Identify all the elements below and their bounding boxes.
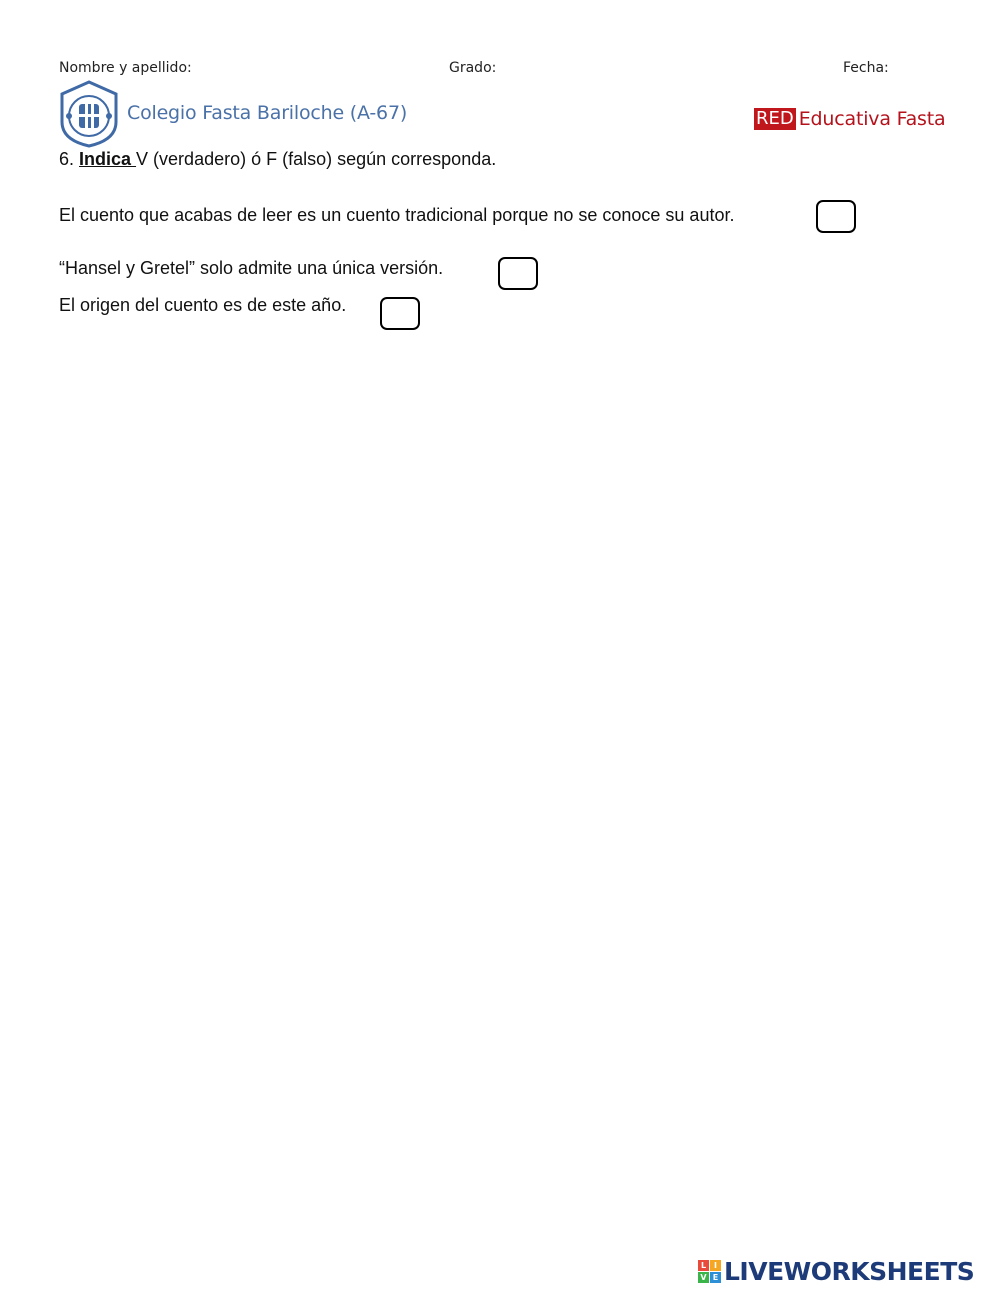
- liveworksheets-logo: [698, 1256, 974, 1286]
- badge-letter: L: [698, 1260, 709, 1271]
- answer-box-2[interactable]: [498, 257, 538, 290]
- red-badge: RED: [756, 108, 794, 129]
- liveworksheets-badge-icon: [698, 1260, 721, 1283]
- question-text: V (verdadero) ó F (falso) según corresponda.: [136, 149, 497, 169]
- school-name: Colegio Fasta Bariloche (A-67): [127, 102, 408, 124]
- red-educativa-text: Educativa Fasta: [798, 108, 946, 130]
- statement-2: “Hansel y Gretel” solo admite una única versión.: [59, 258, 444, 278]
- liveworksheets-brand: LIVEWORKSHEETS: [724, 1256, 975, 1286]
- statement-3: El origen del cuento es de este año.: [59, 295, 347, 315]
- statement-1: El cuento que acabas de leer es un cuento tradicional porque no se conoce su autor.: [59, 205, 735, 225]
- name-label: Nombre y apellido:: [59, 60, 192, 76]
- grade-label: Grado:: [449, 60, 497, 76]
- question-title: [59, 149, 496, 170]
- badge-letter: V: [698, 1272, 709, 1283]
- question-verb: Indica: [79, 149, 137, 169]
- badge-letter: I: [710, 1260, 721, 1271]
- answer-box-1[interactable]: [816, 200, 856, 233]
- badge-letter: E: [710, 1272, 721, 1283]
- question-number: 6.: [59, 149, 75, 169]
- school-crest-logo: [58, 80, 120, 148]
- date-label: Fecha:: [843, 60, 889, 76]
- answer-box-3[interactable]: [380, 297, 420, 330]
- red-educativa-logo: [754, 108, 945, 130]
